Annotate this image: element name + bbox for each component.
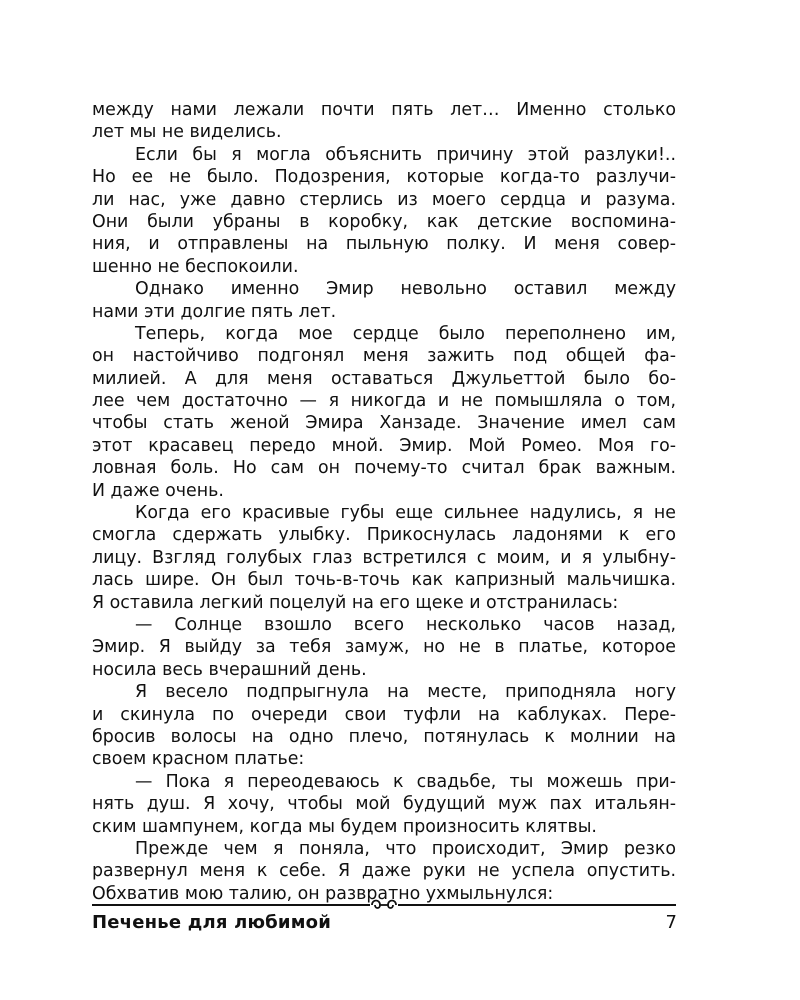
text-line: своем красном платье: (92, 749, 305, 770)
paragraph (92, 502, 676, 614)
paragraph (92, 838, 676, 905)
scroll-ornament-icon (372, 901, 396, 909)
paragraph (92, 144, 676, 278)
text-line: милией. А для меня оставаться Джульеттой было бо- (92, 368, 676, 389)
text-line: лет мы не виделись. (92, 122, 282, 143)
text-line: ловная боль. Но сам он почему-то считал брак важным. (92, 458, 676, 479)
text-line: Но ее не было. Подозрения, которые когда-то разлучи- (92, 167, 676, 188)
text-line: ским шампунем, когда мы будем произносить клятвы. (92, 816, 597, 837)
paragraph (92, 278, 676, 323)
text-line: он настойчиво подгонял меня зажить под общей фа- (92, 346, 676, 367)
text-line: — Солнце взошло всего несколько часов назад, (135, 614, 676, 635)
text-line: Если бы я могла объяснить причину этой разлуки!.. (135, 144, 676, 165)
text-line: Эмир. Я выйду за тебя замуж, но не в платье, которое (92, 637, 676, 658)
text-line: Теперь, когда мое сердце было переполнено им, (135, 323, 676, 344)
text-line: развернул меня к себе. Я даже руки не успела опустить. (92, 861, 676, 882)
text-line: и скинула по очереди свои туфли на каблуках. Пере- (92, 704, 676, 725)
text-line: И даже очень. (92, 480, 224, 501)
footer-book-title: Печенье для любимой (92, 912, 332, 933)
text-line: шенно не беспокоили. (92, 256, 299, 277)
text-line: ния, и отправлены на пыльную полку. И меня совер- (92, 234, 676, 255)
text-line: нами эти долгие пять лет. (92, 301, 337, 322)
paragraph (92, 614, 676, 681)
text-line: нять душ. Я хочу, чтобы мой будущий муж пах итальян- (92, 794, 676, 815)
text-line: Обхватив мою талию, он развратно ухмыльнулся: (92, 883, 554, 904)
text-line: лее чем достаточно — я никогда и не помышляла о том, (92, 391, 676, 412)
paragraph (92, 681, 676, 771)
text-line: Когда его красивые губы еще сильнее надулись, я не (135, 503, 676, 524)
text-line: бросив волосы на одно плечо, потянулась к молнии на (92, 726, 676, 747)
text-line: носила весь вчерашний день. (92, 659, 367, 680)
text-line: Однако именно Эмир невольно оставил между (135, 279, 676, 300)
text-line: лась шире. Он был точь-в-точь как капризный мальчишка. (92, 570, 676, 591)
text-line: Я оставила легкий поцелуй на его щеке и отстранилась: (92, 592, 619, 613)
text-line: Они были убраны в коробку, как детские воспомина- (92, 211, 676, 232)
text-line: этот красавец передо мной. Эмир. Мой Ромео. Моя го- (92, 435, 676, 456)
page-number: 7 (665, 912, 677, 933)
text-line: ли нас, уже давно стерлись из моего сердца и разума. (92, 189, 676, 210)
text-line: — Пока я переодеваюсь к свадьбе, ты можешь при- (135, 771, 676, 792)
text-line: лицу. Взгляд голубых глаз встретился с моим, и я улыбну- (92, 547, 676, 568)
text-line: смогла сдержать улыбку. Прикоснулась ладонями к его (92, 525, 676, 546)
paragraph (92, 771, 676, 838)
text-line: между нами лежали почти пять лет… Именно столько (92, 100, 676, 120)
paragraph (92, 323, 676, 502)
text-line: Прежде чем я поняла, что происходит, Эмир резко (135, 838, 676, 859)
page-body-text (92, 99, 676, 905)
text-line: чтобы стать женой Эмира Ханзаде. Значение имел сам (92, 413, 676, 434)
paragraph (92, 99, 676, 144)
text-line: Я весело подпрыгнула на месте, приподняла ногу (135, 682, 676, 703)
